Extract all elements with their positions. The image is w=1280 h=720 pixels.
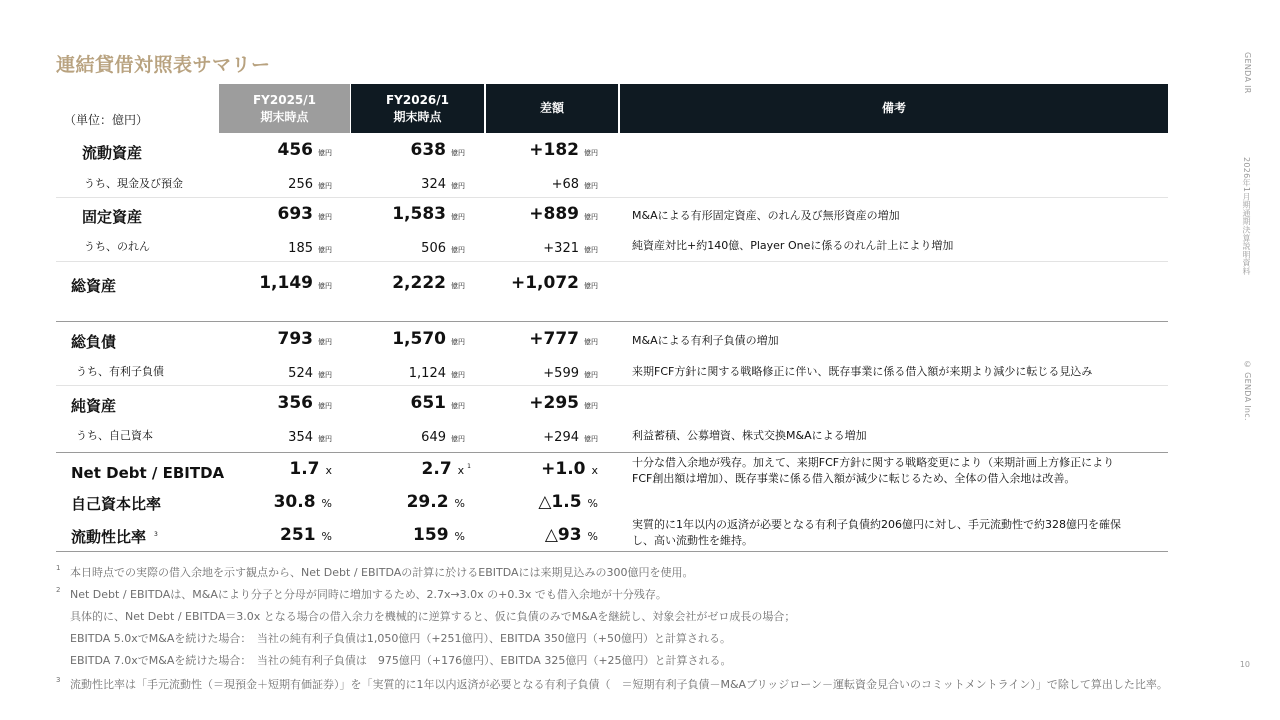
value-fy2026: 1,583: [392, 204, 446, 224]
row-remark: 来期FCF方針に関する戦略修正に伴い、既存事業に係る借入額が来期より減少に転じる見込み: [632, 365, 1093, 378]
row-remark: M&Aによる有利子負債の増加: [632, 334, 779, 347]
row-remark-line: 十分な借入余地が残存。加えて、来期FCF方針に関する戦略変更により（来期計画上方修正により: [632, 456, 1115, 469]
row-remark-line: し、高い流動性を維持。: [632, 534, 753, 547]
unit: 億円: [318, 246, 332, 254]
header-fy2025-year: FY2025/1: [252, 92, 317, 107]
value-fy2025: 185: [288, 241, 313, 256]
header-difference: 差額: [486, 84, 618, 133]
unit: %: [321, 497, 332, 510]
unit: 億円: [584, 182, 598, 190]
value-difference: +182: [529, 140, 579, 160]
unit: 億円: [584, 435, 598, 443]
value-fy2026: 649: [421, 430, 446, 445]
unit: 億円: [584, 213, 598, 221]
unit: 億円: [318, 182, 332, 190]
table-row: [56, 173, 1168, 193]
unit: x: [591, 464, 598, 477]
table-row: [56, 329, 1168, 353]
row-remark-line: FCF創出額は増加）、既存事業に係る借入額が減少に転じるため、全体の借入余地は改善。: [632, 472, 1076, 485]
unit: %: [587, 497, 598, 510]
value-fy2026: 651: [410, 393, 446, 413]
row-label: うち、のれん: [84, 240, 150, 253]
unit: 億円: [451, 402, 465, 410]
row-label: うち、自己資本: [76, 429, 153, 442]
value-difference: +68: [551, 177, 579, 192]
value-fy2025: 524: [288, 366, 313, 381]
unit: 億円: [584, 149, 598, 157]
unit: %: [587, 530, 598, 543]
value-fy2026: 1,124: [408, 366, 446, 381]
header-fy2025-sub: 期末時点: [260, 109, 309, 124]
value-fy2026: 324: [421, 177, 446, 192]
row-label: 流動資産: [82, 144, 143, 162]
footnote-2: [56, 586, 667, 602]
value-difference: +777: [529, 329, 579, 349]
unit: 億円: [451, 182, 465, 190]
header-fy2026-year: FY2026/1: [385, 92, 450, 107]
footnote-text: 流動性比率は「手元流動性（＝現預金＋短期有価証券）」を「実質的に1年以内返済が必要となる有利子負債（ ＝短期有利子負債－M&Aブリッジローン－運転資金見合いのコミットメントライン）」で除して算出した比率。: [70, 678, 1168, 691]
value-fy2025: 251: [280, 525, 316, 545]
section-divider: [56, 452, 1168, 453]
footnote-mark: 3: [56, 676, 61, 684]
unit: 億円: [584, 402, 598, 410]
row-label: 純資産: [71, 397, 117, 415]
unit: 億円: [451, 435, 465, 443]
footnote-mark: 1: [56, 564, 61, 572]
unit: 億円: [451, 213, 465, 221]
unit: 億円: [318, 435, 332, 443]
page-title: 連結貸借対照表サマリー: [56, 54, 271, 76]
section-divider: [56, 321, 1168, 322]
header-fy2025: [219, 84, 350, 133]
value-fy2026: 638: [410, 140, 446, 160]
table-row: [56, 140, 1168, 164]
value-fy2025: 256: [288, 177, 313, 192]
value-difference: +294: [543, 430, 579, 445]
row-label: 固定資産: [82, 208, 143, 226]
unit: 億円: [451, 149, 465, 157]
table-row: [56, 204, 1168, 228]
value-fy2025: 1.7: [289, 459, 320, 479]
footnote-marker: 3: [154, 531, 158, 538]
table-row: [56, 491, 1168, 515]
table-row: [56, 518, 1168, 550]
value-fy2025: 1,149: [259, 273, 313, 293]
footnote-1: [56, 564, 694, 580]
unit: 億円: [584, 282, 598, 290]
unit: %: [454, 497, 465, 510]
row-label: うち、有利子負債: [76, 365, 164, 378]
value-fy2025: 456: [277, 140, 313, 160]
footnote-marker: 1: [467, 462, 471, 470]
value-fy2025: 354: [288, 430, 313, 445]
footnote-text: 本日時点での実際の借入余地を示す観点から、Net Debt / EBITDAの計算に於けるEBITDAには来期見込みの300億円を使用。: [70, 566, 694, 579]
header-fy2026: [351, 84, 484, 133]
unit: x: [325, 464, 332, 477]
value-fy2026: 29.2: [406, 492, 449, 512]
footnote-2-case-a: EBITDA 5.0xでM&Aを続けた場合： 当社の純有利子負債は1,050億円（+251億円）、EBITDA 350億円（+50億円）と計算される。: [70, 632, 732, 645]
unit: 億円: [584, 246, 598, 254]
value-difference: +1,072: [510, 273, 579, 293]
table-row: [56, 458, 1168, 490]
unit: 億円: [451, 246, 465, 254]
unit: %: [454, 530, 465, 543]
table-row: [56, 273, 1168, 297]
footnote-text: Net Debt / EBITDAは、M&Aにより分子と分母が同時に増加するため、2.7x→3.0x の+0.3x でも借入余地が十分残存。: [70, 588, 667, 601]
unit: 億円: [318, 402, 332, 410]
value-fy2026: 2,222: [392, 273, 446, 293]
unit-label: （単位：億円）: [64, 113, 149, 127]
unit: 億円: [451, 338, 465, 346]
value-difference: +889: [529, 204, 579, 224]
row-label-text: 流動性比率: [71, 528, 147, 546]
row-remark: [632, 455, 1114, 487]
table-row: [56, 362, 1168, 382]
row-label: Net Debt / EBITDA: [71, 464, 225, 482]
value-difference: +1.0: [541, 459, 586, 479]
value-fy2025: 30.8: [273, 492, 316, 512]
value-fy2026: 506: [421, 241, 446, 256]
row-remark: 純資産対比+約140億、Player Oneに係るのれん計上により増加: [632, 239, 954, 252]
side-doc-title: 2026年1月期通期決算説明資料: [1242, 157, 1251, 276]
value-fy2025: 356: [277, 393, 313, 413]
unit: 億円: [451, 282, 465, 290]
side-copyright: © GENDA Inc.: [1243, 360, 1252, 421]
unit: 億円: [318, 149, 332, 157]
unit: 億円: [318, 338, 332, 346]
row-divider: [56, 261, 1168, 262]
value-difference: +295: [529, 393, 579, 413]
row-label: うち、現金及び預金: [84, 177, 183, 190]
row-remark-line: 実質的に1年以内の返済が必要となる有利子負債約206億円に対し、手元流動性で約328億円を確保: [632, 518, 1121, 531]
value-fy2026: 2.7: [421, 459, 452, 479]
row-remark: M&Aによる有形固定資産、のれん及び無形資産の増加: [632, 209, 900, 222]
value-difference: △1.5: [538, 492, 582, 512]
side-brand: GENDA IR: [1243, 52, 1252, 94]
table-row: [56, 237, 1168, 257]
row-divider: [56, 197, 1168, 198]
row-label: 総資産: [71, 277, 117, 295]
table-row: [56, 393, 1168, 417]
unit: 億円: [584, 371, 598, 379]
row-divider: [56, 385, 1168, 386]
table-bottom-border: [56, 551, 1168, 552]
row-label: 総負債: [71, 333, 117, 351]
unit: 億円: [451, 371, 465, 379]
value-fy2026: 1,570: [392, 329, 446, 349]
table-row: [56, 426, 1168, 446]
unit: 億円: [584, 338, 598, 346]
row-label: 自己資本比率: [71, 495, 162, 513]
value-difference: +321: [543, 241, 579, 256]
header-remarks: 備考: [620, 84, 1168, 133]
unit: 億円: [318, 282, 332, 290]
footnote-2-case-b: EBITDA 7.0xでM&Aを続けた場合： 当社の純有利子負債は 975億円（+176億円）、EBITDA 325億円（+25億円）と計算される。: [70, 654, 732, 667]
value-fy2025: 693: [277, 204, 313, 224]
value-difference: +599: [543, 366, 579, 381]
unit: x: [457, 464, 465, 477]
page-number: 10: [1239, 660, 1250, 669]
header-fy2026-sub: 期末時点: [393, 109, 442, 124]
footnote-3: [56, 676, 1168, 692]
row-remark: 利益蓄積、公募増資、株式交換M&Aによる増加: [632, 429, 867, 442]
unit: 億円: [318, 371, 332, 379]
unit: 億円: [318, 213, 332, 221]
value-fy2025: 793: [277, 329, 313, 349]
value-difference: △93: [544, 525, 582, 545]
footnote-2-detail: 具体的に、Net Debt / EBITDA＝3.0x となる場合の借入余力を機械的に逆算すると、仮に負債のみでM&Aを継続し、対象会社がゼロ成長の場合；: [70, 610, 796, 623]
row-remark: [632, 517, 1121, 549]
value-fy2026: 159: [413, 525, 449, 545]
row-label: [71, 526, 158, 547]
unit: %: [321, 530, 332, 543]
footnote-mark: 2: [56, 586, 61, 594]
